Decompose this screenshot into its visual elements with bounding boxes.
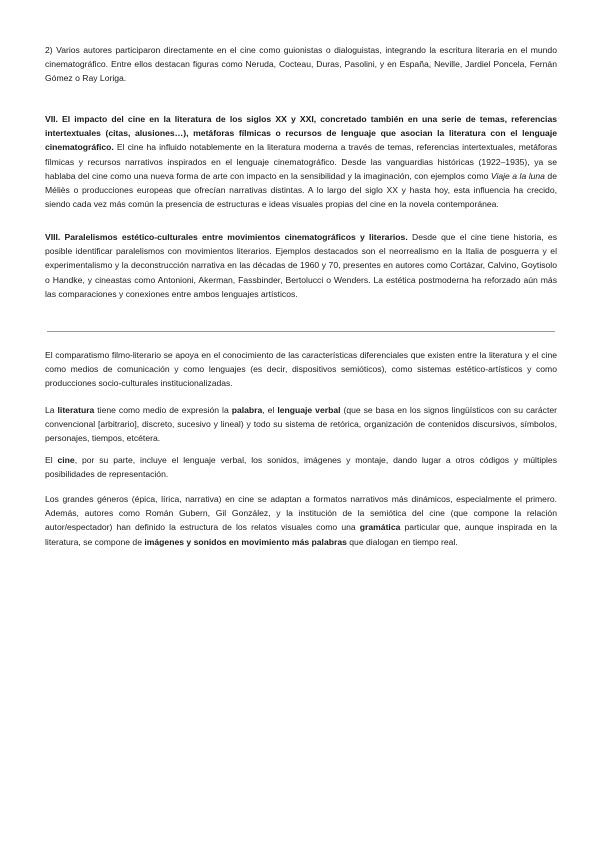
paragraph-text: Desde que el cine tiene historia, es posible identificar paralelismos con movimientos literarios. Ejemplos destacados son el neorrealismo en la Italia de posguerra y el experimentalismo y la deconstrucción narrativa en las décadas de 1960 y 70, presentes en autores como Cortázar, Calvino, Goytisolo o Handke, y cineastas como Antonioni, Akerman, Fassbinder, Bertolucci o Wenders. La estética postmoderna ha reforzado aún más las comparaciones y conexiones entre ambos lenguajes artísticos.	[45, 232, 558, 299]
section-vii-heading: VII. El impacto del cine en la literatura de los siglos XX y XXI, concretado también en una serie de temas, referencias intertextuales (citas, alusiones…), metáforas fílmicas o recursos de lenguaje que asocian la literatura con el lenguaje cinematográfico.	[45, 114, 557, 153]
paragraph-text: (que se basa en los signos lingüísticos con su carácter convencional [arbitrario], discreto, sucesivo y lineal) y todo su sistema de retórica, organización de contenidos discursivos, símbolos, personajes, tiempos, etcétera.	[45, 405, 558, 444]
film-title-italic: Viaje a la luna	[490, 170, 545, 181]
paragraph-text: El cine ha influido notablemente en la literatura moderna a través de temas, referencias intertextuales, metáforas fílmicas y recursos narrativos inspirados en el lenguaje cinematográfico. Desde las vanguardias históricas (1922–1935), ya se hablaba del cine como una nueva forma de arte con impacto en la sensibilidad y la imaginación, con ejemplos como	[45, 142, 557, 181]
paragraph-text: particular que, aunque inspirada en la literatura, se compone de	[45, 522, 557, 547]
paragraph-text: , el	[262, 405, 278, 415]
paragraph-text: Los grandes géneros (épica, lírica, narrativa) en cine se adaptan a formatos narrativos más dinámicos, especialmente el primero. Además, autores como Román Gubern, Gil González, y la institución de la semiótica del cine (que compone la relación autor/espectador) han definido la estructura de los relatos visuales como una	[45, 494, 557, 533]
paragraph-text: El comparatismo filmo-literario se apoya en el conocimiento de las características diferenciales que existen entre la literatura y el cine como medios de comunicación y como lenguajes (es decir, dispositivos semióticos), como sistemas estético-artísticos y como producciones socio-culturales institucionalizadas.	[45, 350, 557, 389]
section-divider	[47, 331, 555, 332]
bold-term: literatura	[57, 405, 95, 415]
paragraph-literature	[45, 403, 557, 446]
paragraph-genres	[45, 492, 557, 549]
paragraph-text: , por su parte, incluye el lenguaje verbal, los sonidos, imágenes y montaje, dando lugar a otros códigos y múltiples posibilidades de representación.	[45, 455, 558, 480]
bold-term: gramática	[359, 522, 401, 533]
paragraph-text: La	[45, 405, 58, 415]
paragraph-text: 2) Varios autores participaron directamente en el cine como guionistas o dialoguistas, integrando la escritura literaria en el mundo cinematográfico. Entre ellos destacan figuras como Neruda, Cocteau, Duras, Pasolini, y en España, Neville, Jardiel Poncela, Fernán Gómez o Ray Loriga.	[45, 45, 557, 84]
section-viii-heading: VIII. Paralelismos estético-culturales entre movimientos cinematográficos y literarios.	[45, 232, 408, 242]
paragraph-text: tiene como medio de expresión la	[94, 405, 232, 415]
bold-term: imágenes y sonidos en movimiento más palabras	[144, 536, 347, 547]
paragraph-screenwriters	[45, 43, 557, 86]
paragraph-text: que dialogan en tiempo real.	[346, 536, 458, 547]
paragraph-section-viii	[45, 230, 557, 301]
paragraph-section-vii	[45, 112, 557, 211]
paragraph-text: de Méliès o producciones europeas que ofrecían narrativas distintas. A lo largo del siglo XX y hasta hoy, esta influencia ha crecido, siendo cada vez más común la presencia de estructuras e ideas visuales propias del cine en la novela contemporánea.	[45, 170, 557, 210]
bold-term: cine	[57, 455, 75, 465]
bold-term: palabra	[231, 405, 263, 415]
paragraph-text: El	[45, 455, 58, 465]
paragraph-comparatism	[45, 348, 557, 391]
bold-term: lenguaje verbal	[277, 405, 341, 415]
paragraph-cinema	[45, 453, 557, 481]
